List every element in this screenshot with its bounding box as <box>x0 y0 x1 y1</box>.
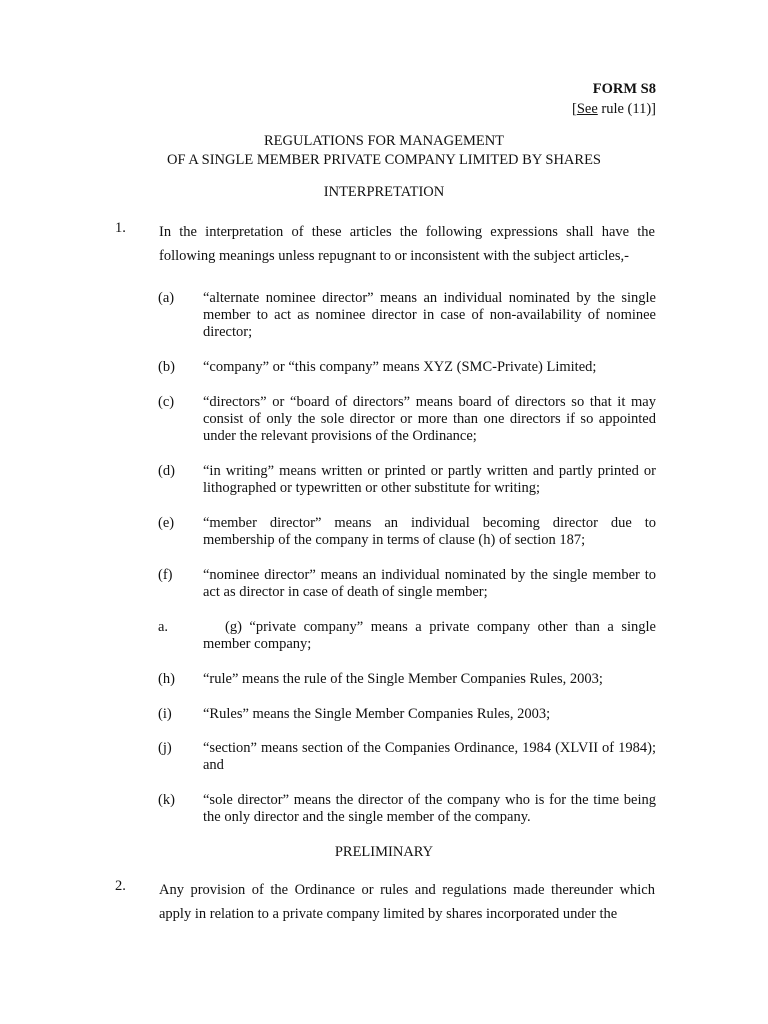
paragraph-number: 1. <box>115 220 126 236</box>
rule-ref-open: [ <box>571 101 577 117</box>
definition-text: “member director” means an individual becoming director due to membership of the company in terms of clause (h) of section 187; <box>203 515 656 548</box>
paragraph-2 <box>115 878 655 926</box>
definition-item <box>158 671 656 688</box>
paragraph-number: 2. <box>115 878 126 894</box>
definition-label: (i) <box>158 706 172 722</box>
definition-text: “rule” means the rule of the Single Member Companies Rules, 2003; <box>203 671 603 687</box>
definition-text: “alternate nominee director” means an individual nominated by the single member to act as nominee director in case of non-availability of nominee director; <box>203 290 656 340</box>
form-header <box>572 79 656 119</box>
definition-item <box>158 515 656 549</box>
definition-label: a. <box>158 619 169 635</box>
heading-preliminary: PRELIMINARY <box>334 844 434 860</box>
definition-label: (c) <box>158 394 175 410</box>
definition-text: “Rules” means the Single Member Companies Rules, 2003; <box>203 706 551 722</box>
definition-text: “directors” or “board of directors” means board of directors so that it may consist of only the sole director or more than one directors if so appointed under the relevant provisions of the Ordinance; <box>203 394 656 444</box>
definition-item <box>158 706 656 723</box>
paragraph-1 <box>115 220 655 268</box>
definition-item <box>158 359 656 376</box>
definition-label: (h) <box>158 671 175 687</box>
definition-label: (j) <box>158 740 172 756</box>
definition-label: (b) <box>158 359 175 375</box>
title-line-1: REGULATIONS FOR MANAGEMENT <box>263 133 505 149</box>
heading-interpretation: INTERPRETATION <box>323 184 445 200</box>
form-title: FORM S8 <box>592 81 656 97</box>
definition-text: “sole director” means the director of the company who is for the time being the only director and the single member of the company. <box>203 792 656 825</box>
definition-label: (f) <box>158 567 173 583</box>
definition-text: (g) “private company” means a private company other than a single member company; <box>203 619 656 652</box>
definition-item <box>158 792 656 826</box>
definition-text: “section” means section of the Companies Ordinance, 1984 (XLVII of 1984); and <box>203 740 656 773</box>
definition-item <box>158 394 656 445</box>
document-title <box>0 132 768 170</box>
definition-item <box>158 567 656 601</box>
paragraph-text: In the interpretation of these articles the following expressions shall have the following meanings unless repugnant to or inconsistent with the subject articles,- <box>159 224 655 264</box>
definition-item <box>158 290 656 341</box>
definition-item <box>158 619 656 653</box>
definition-item <box>158 463 656 497</box>
definition-item <box>158 740 656 774</box>
definition-label: (d) <box>158 463 175 479</box>
definition-label: (e) <box>158 515 175 531</box>
rule-ref-rest: rule (11)] <box>597 101 656 117</box>
paragraph-text: Any provision of the Ordinance or rules and regulations made thereunder which apply in relation to a private company limited by shares incorporated under the <box>159 882 655 922</box>
definition-text: “nominee director” means an individual nominated by the single member to act as director in case of death of single member; <box>203 567 656 600</box>
rule-ref-see: See <box>576 101 598 117</box>
definition-label: (k) <box>158 792 175 808</box>
title-line-2: OF A SINGLE MEMBER PRIVATE COMPANY LIMITED BY SHARES <box>167 152 601 168</box>
definition-text: “in writing” means written or printed or partly written and partly printed or lithographed or typewritten or other substitute for writing; <box>203 463 656 496</box>
definition-text: “company” or “this company” means XYZ (SMC-Private) Limited; <box>203 359 597 375</box>
form-rule-reference <box>572 99 656 119</box>
definition-label: (a) <box>158 290 175 306</box>
